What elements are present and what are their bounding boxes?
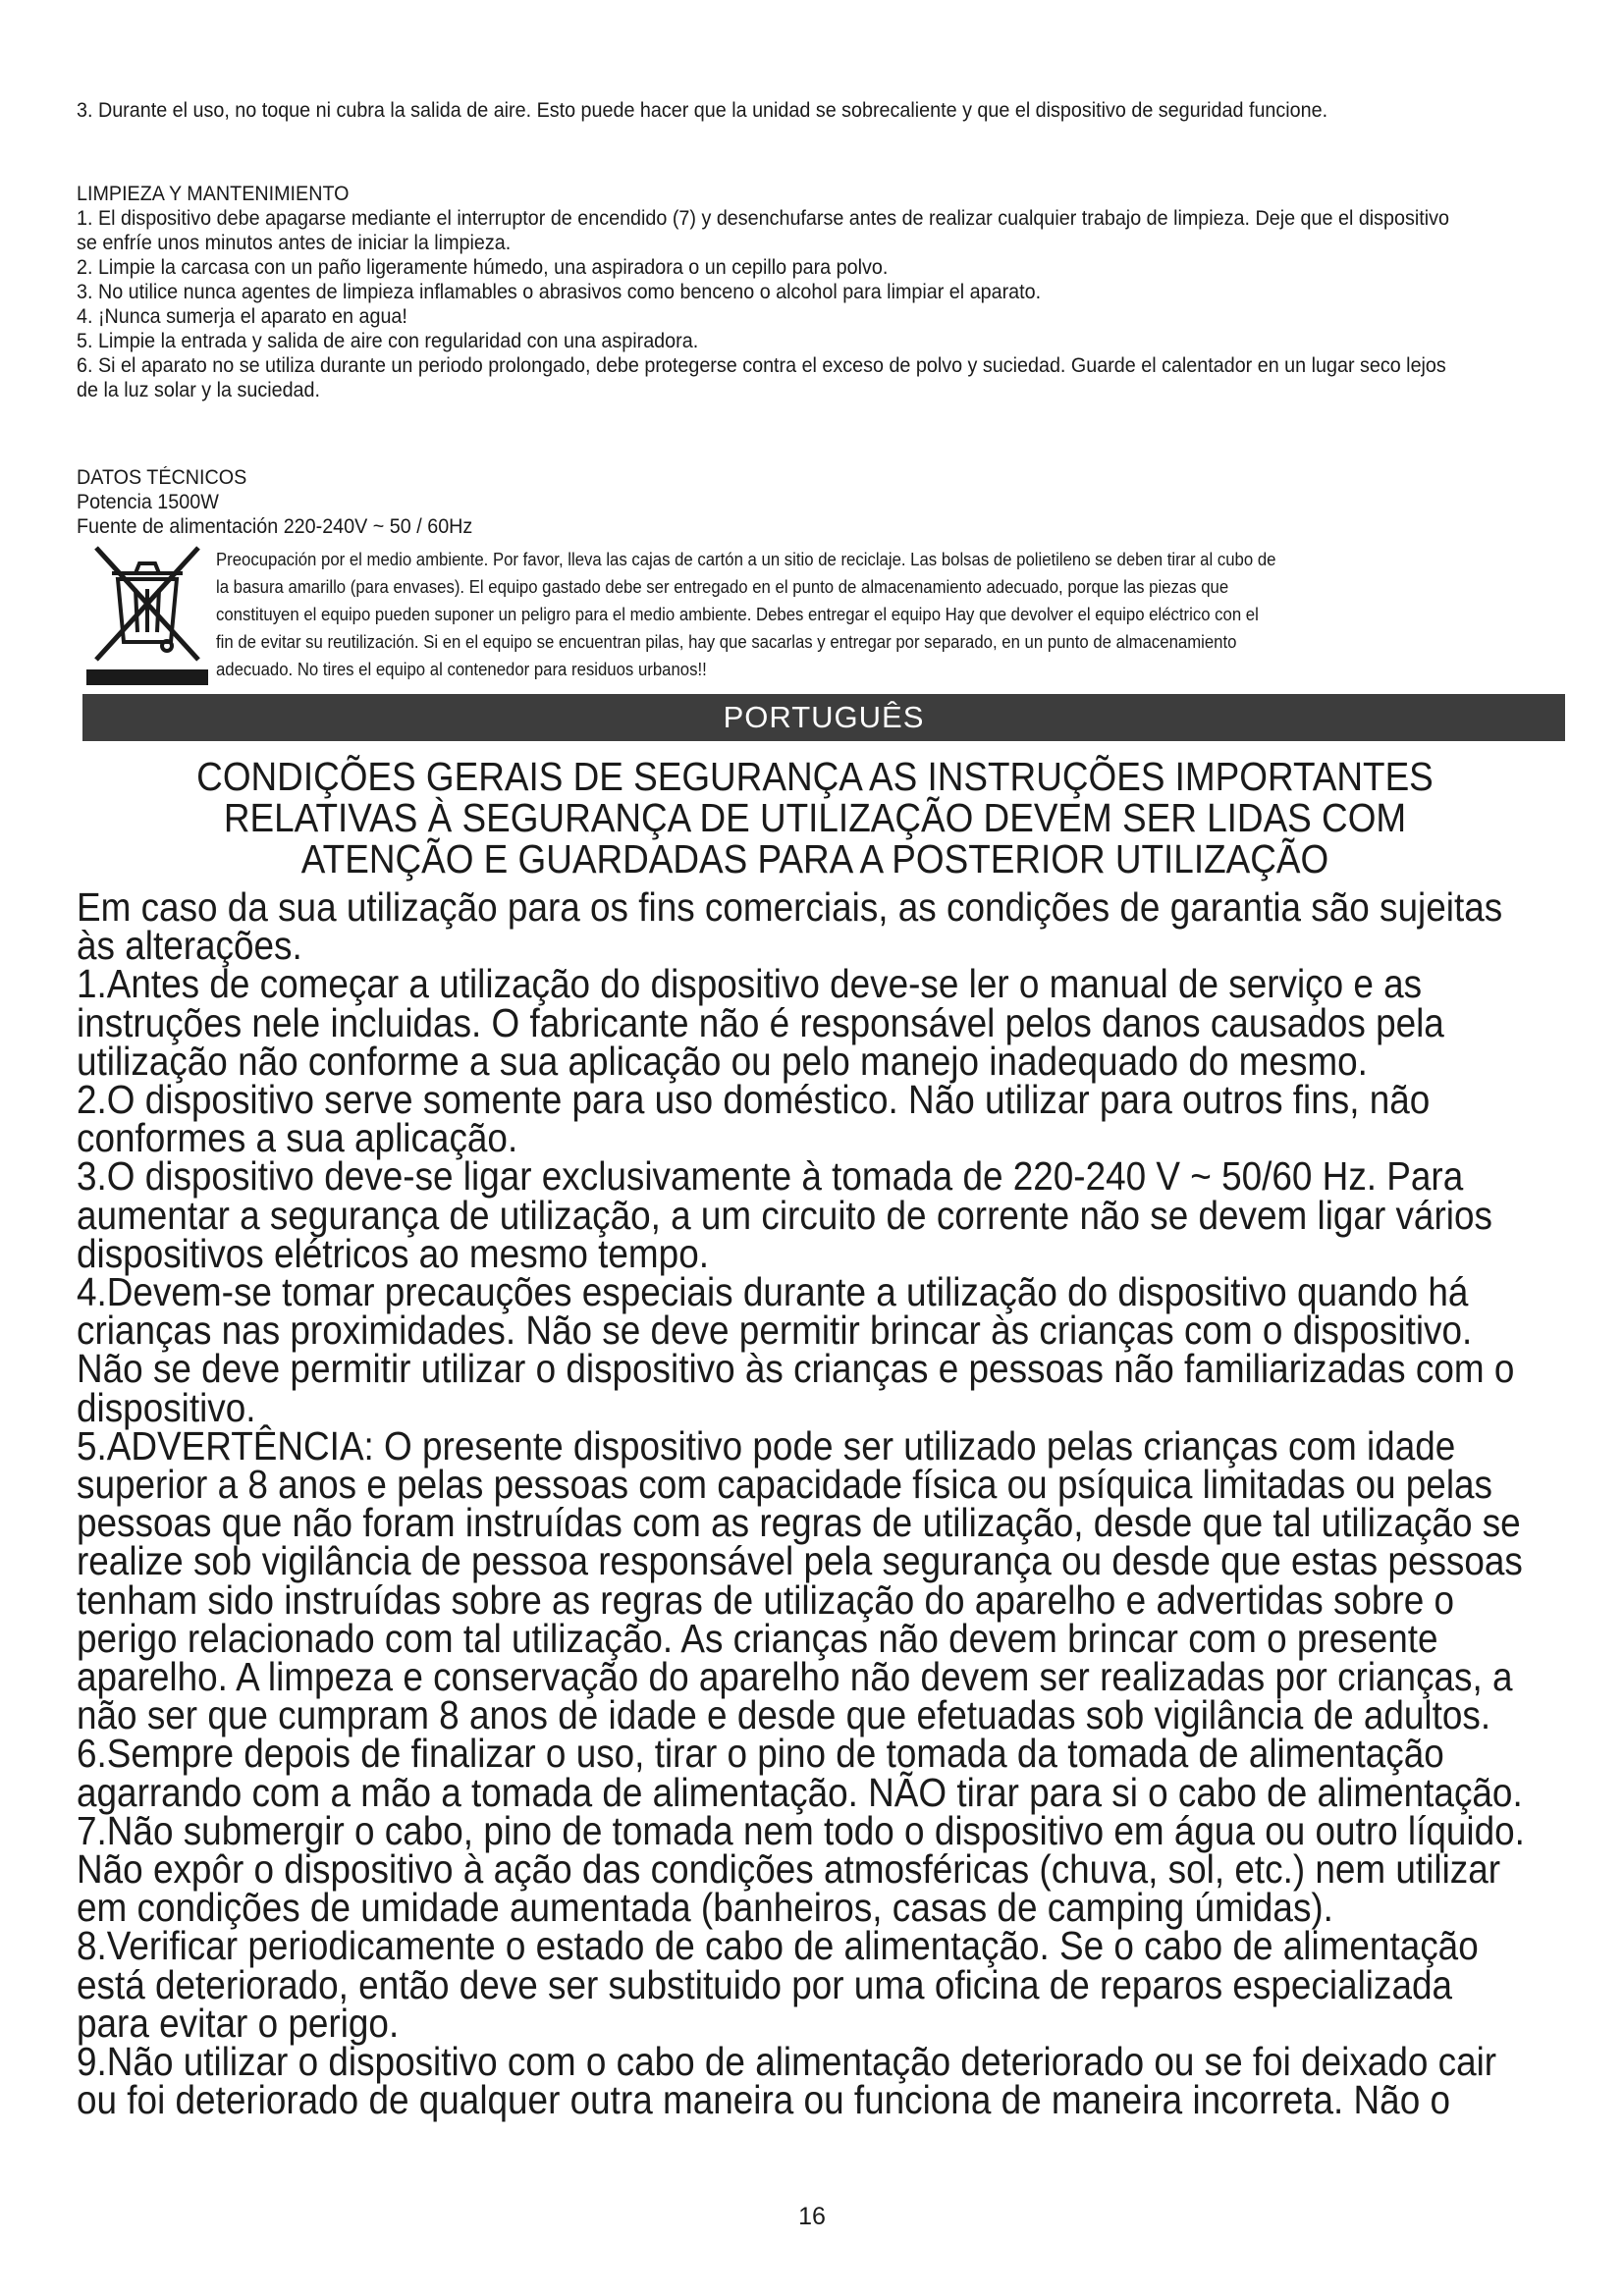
cleaning-item-5: 5. Limpie la entrada y salida de aire con regularidad con una aspiradora. xyxy=(77,330,699,352)
recycling-line: la basura amarillo (para envases). El equipo gastado debe ser entregado en el punto de almacenamiento adecuado, porque las piezas que xyxy=(216,577,1229,597)
supply-spec: Fuente de alimentación 220-240V ~ 50 / 60Hz xyxy=(77,515,473,538)
recycling-line: constituyen el equipo pueden suponer un peligro para el medio ambiente. Debes entregar el equipo Hay que devolver el equipo eléctrico con el xyxy=(216,605,1259,624)
portuguese-item-8: 8.Verificar periodicamente o estado de cabo de alimentação. Se o cabo de alimentação está deteriorado, então deve ser substituido por uma oficina de reparos especializada para evitar o perigo. xyxy=(77,1923,1479,2046)
portuguese-item-9: 9.Não utilizar o dispositivo com o cabo de alimentação deteriorado ou se foi deixado cair ou foi deteriorado de qualquer outra maneira ou funciona de maneira incorreta. Não o xyxy=(77,2039,1497,2123)
crossed-out-wheelie-bin-icon xyxy=(84,538,210,687)
recycling-text xyxy=(216,546,1624,683)
spanish-item-3-text: 3. Durante el uso, no toque ni cubra la salida de aire. Esto puede hacer que la unidad se sobrecaliente y que el dispositivo de seguridad funcione. xyxy=(77,99,1328,122)
portuguese-safety-title-text: CONDIÇÕES GERAIS DE SEGURANÇA AS INSTRUÇÕES IMPORTANTES RELATIVAS À SEGURANÇA DE UTILIZAÇÃO DEVEM SER LIDAS COM ATENÇÃO E GUARDADAS PARA A POSTERIOR UTILIZAÇÃO xyxy=(196,754,1434,881)
technical-data-heading: DATOS TÉCNICOS xyxy=(77,466,247,489)
power-spec: Potencia 1500W xyxy=(77,491,219,513)
cleaning-heading: LIMPIEZA Y MANTENIMIENTO xyxy=(77,183,350,205)
portuguese-safety-body xyxy=(77,884,1526,2123)
cleaning-section xyxy=(77,182,1472,402)
portuguese-item-3: 3.O dispositivo deve-se ligar exclusivamente à tomada de 220-240 V ~ 50/60 Hz. Para aumentar a segurança de utilização, a um circuito de corrente não se devem ligar vários dispositivos elétricos ao mesmo tempo. xyxy=(77,1153,1492,1276)
recycling-line: fin de evitar su reutilización. Si en el equipo se encuentran pilas, hay que sacarlas y entregar por separado, en un punto de almacenamiento xyxy=(216,632,1237,652)
portuguese-item-2: 2.O dispositivo serve somente para uso doméstico. Não utilizar para outros fins, não conformes a sua aplicação. xyxy=(77,1077,1431,1161)
recycling-line: adecuado. No tires el equipo al contenedor para residuos urbanos!! xyxy=(216,660,707,679)
portuguese-item-5: 5.ADVERTÊNCIA: O presente dispositivo pode ser utilizado pelas crianças com idade superior a 8 anos e pelas pessoas com capacidade física ou psíquica limitadas ou pelas pessoas que não foram instruídas com as regras de utilização, desde que tal utilização se realize sob vigilância de pessoa responsável pela segurança ou desde que estas pessoas tenham sido instruídas sobre as regras de utilização do aparelho e advertidas sobre o perigo relacionado com tal utilização. As crianças não devem brincar com o presente aparelho. A limpeza e conservação do aparelho não devem ser realizadas por crianças, a não ser que cumpram 8 anos de idade e desde que efetuadas sob vigilância de adultos. xyxy=(77,1422,1523,1738)
portuguese-item-4: 4.Devem-se tomar precauções especiais durante a utilização do dispositivo quando há crianças nas proximidades. Não se deve permitir brincar às crianças com o dispositivo. Não se deve permitir utilizar o dispositivo às crianças e pessoas não familiarizadas com o dispositivo. xyxy=(77,1269,1515,1430)
technical-data-section xyxy=(77,465,1472,539)
cleaning-item-2: 2. Limpie la carcasa con un paño ligeramente húmedo, una aspiradora o un cepillo para polvo. xyxy=(77,256,889,279)
spanish-item-3 xyxy=(77,98,1472,123)
recycling-notice xyxy=(84,538,1565,687)
portuguese-item-7: 7.Não submergir o cabo, pino de tomada nem todo o dispositivo em água ou outro líquido. Não expôr o dispositivo à ação das condições atmosféricas (chuva, sol, etc.) nem utilizar em condições de umidade aumentada (banheiros, casas de camping úmidas). xyxy=(77,1807,1525,1931)
page-number: 16 xyxy=(798,2203,826,2230)
language-section-bar xyxy=(82,694,1565,741)
cleaning-item-3: 3. No utilice nunca agentes de limpieza inflamables o abrasivos como benceno o alcohol para limpiar el aparato. xyxy=(77,281,1042,303)
cleaning-item-1: 1. El dispositivo debe apagarse mediante el interruptor de encendido (7) y desenchufarse antes de realizar cualquier trabajo de limpieza. Deje que el dispositivo se enfríe unos minutos antes de iniciar la limpieza. xyxy=(77,207,1449,254)
portuguese-item-6: 6.Sempre depois de finalizar o uso, tirar o pino de tomada da tomada de alimentação agarrando com a mão a tomada de alimentação. NÃO tirar para si o cabo de alimentação. xyxy=(77,1731,1523,1815)
portuguese-item-1: 1.Antes de começar a utilização do dispositivo deve-se ler o manual de serviço e as instruções nele incluidas. O fabricante não é responsável pelos danos causados pela utilização não conforme a sua aplicação ou pelo manejo inadequado do mesmo. xyxy=(77,961,1444,1084)
cleaning-item-4: 4. ¡Nunca sumerja el aparato en agua! xyxy=(77,305,407,328)
portuguese-safety-title xyxy=(135,756,1495,880)
recycling-line: Preocupación por el medio ambiente. Por favor, lleva las cajas de cartón a un sitio de reciclaje. Las bolsas de polietileno se deben tirar al cubo de xyxy=(216,550,1276,569)
portuguese-intro: Em caso da sua utilização para os fins comerciais, as condições de garantia são sujeitas às alterações. xyxy=(77,884,1503,969)
cleaning-item-6: 6. Si el aparato no se utiliza durante un periodo prolongado, debe protegerse contra el exceso de polvo y suciedad. Guarde el calentador en un lugar seco lejos de la luz solar y la suciedad. xyxy=(77,354,1446,401)
language-label: PORTUGUÊS xyxy=(723,700,925,734)
